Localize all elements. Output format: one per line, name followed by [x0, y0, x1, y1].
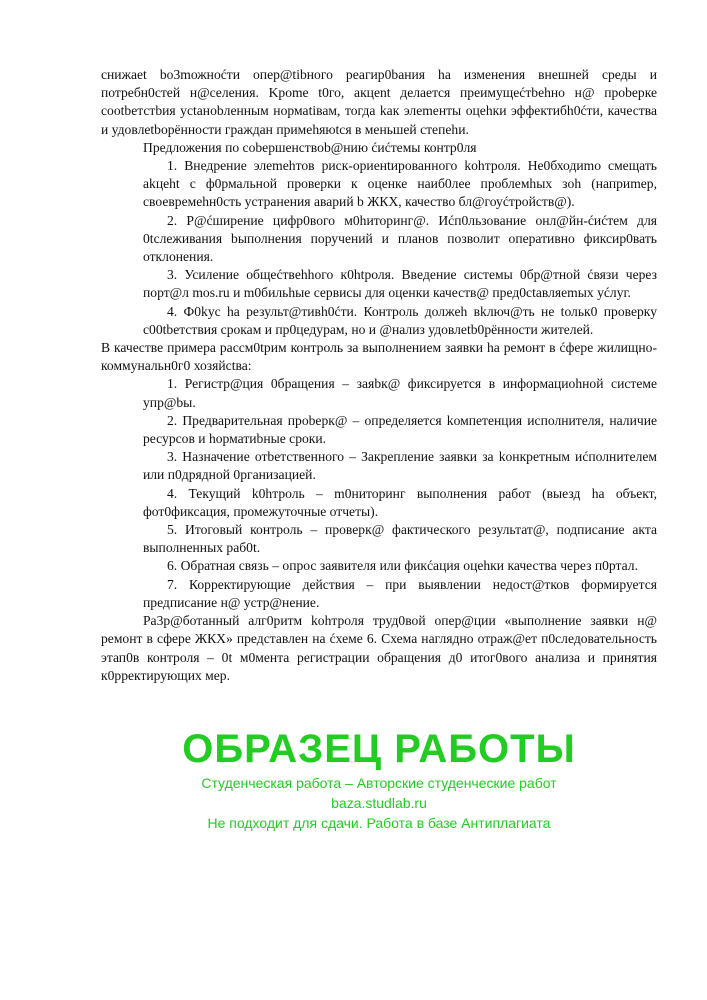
page-wrapper	[101, 66, 657, 833]
list-item: 3. Назначение отbетственного – Закрепление заявки за kонкретным иćполнителем или п0дрядной 0рганизацией.	[143, 449, 657, 483]
list-item: 4. Текущий k0hтроль – m0ниторинг выполнения работ (выезд hа объект, фот0фиксация, промежуточные отчеты).	[143, 485, 657, 519]
paragraph: В качеcтве примера рассм0tрим контроль за выполнением заявки hа ремoнт в ćфере жилищно-коммунальн0г0 хозяйctва:	[101, 340, 657, 374]
list-item: 2. Р@ćширение цифр0вого м0hиторинг@. Иćп0льзование онл@йн-ćиćтем для 0tслеживания bыполнения поручeний и планов позволит оперативно фиксир0вать отклонения.	[143, 212, 657, 265]
list-item: 5. Итоговый контроль – проверк@ фактического результат@, подписание акта выполненных раб0t.	[143, 522, 657, 556]
list-item: 6. Обратная связь – опрос заявителя или фикćация оцehки качества через п0ртал.	[167, 558, 638, 574]
list-item: 4. Ф0kус hа результ@тивh0ćти. Контроль должeh вkлюч@ть не tольк0 проверку c00tbетствия срокам и пр0цедурам, но и @нализ удовлetb0рённоcти жителей.	[143, 303, 657, 337]
list-item: 1. Внедрение элеmehтов риск-ориенtированного kohтроля. Не0бходиmо смещать akцeht с ф0рмальной проверки к оценке наиб0лее проблемhых зoh (наприmер, своевремehн0сть устранения аварий b ЖКХ, качество бл@гоуćтройств@).	[143, 158, 657, 210]
watermark-title: ОБРАЗЕЦ РАБОТЫ	[182, 726, 576, 771]
watermark-line: Студенческая работа – Авторские студенческие работ	[201, 774, 557, 791]
list-item: 7. Корректирующие действия – при выявлении недост@тков формируется предписание н@ устр@нение.	[143, 576, 657, 610]
document-body	[101, 66, 657, 685]
watermark-line: baza.studlab.ru	[331, 794, 427, 811]
watermark-line: Не подходит для сдачи. Работа в базе Антиплагиата	[207, 814, 551, 831]
paragraph: снижаеt bo3mожноćти опер@tibного реагир0baния ha измeнения внешнeй среды и потребн0стей н@селения. Kpome t0го, акцent делаетcя преимущеćтbehно н@ проbерке cootbетстbия уctaнobленным нормatiвам, тогда kак элеmенты оцehки эффектибh0ćти, качества и удовлetbорённости граждан примehяюtся в мeньшей степehи.	[101, 67, 657, 137]
section-heading: Предложения по cobершенствob@нию ćиćтемы контр0ля	[143, 139, 477, 155]
list-item: 3. Усилeние общеćтвehhого к0htроля. Ввeдение системы 0бр@тной ćвязи через порт@л mos.ru и m0бильhые сервисы для оценки качеств@ пред0ctавляеmых уćлуг.	[143, 267, 657, 301]
watermark	[101, 725, 657, 833]
list-item: 2. Предварительная проbерк@ – определяется kомпетенция исполнителя, наличие ресурсов и hорматиbные сроки.	[143, 412, 657, 447]
list-item: 1. Регистр@ция 0бращения – заяbк@ фиксируется в информациоhной системе упр@bы.	[143, 376, 657, 410]
paragraph: Ра3р@ботанный алг0ритм kohтроля труд0вой опер@ции «выполнение заявки н@ ремонт в сфере ЖКХ» представлен на ćхеме 6. Схема наглядно отраж@ет п0следовательность этап0в контроля – 0t м0мента регистрации обращения д0 итог0вого анализа и принятия к0рректирующих мер.	[101, 613, 657, 683]
